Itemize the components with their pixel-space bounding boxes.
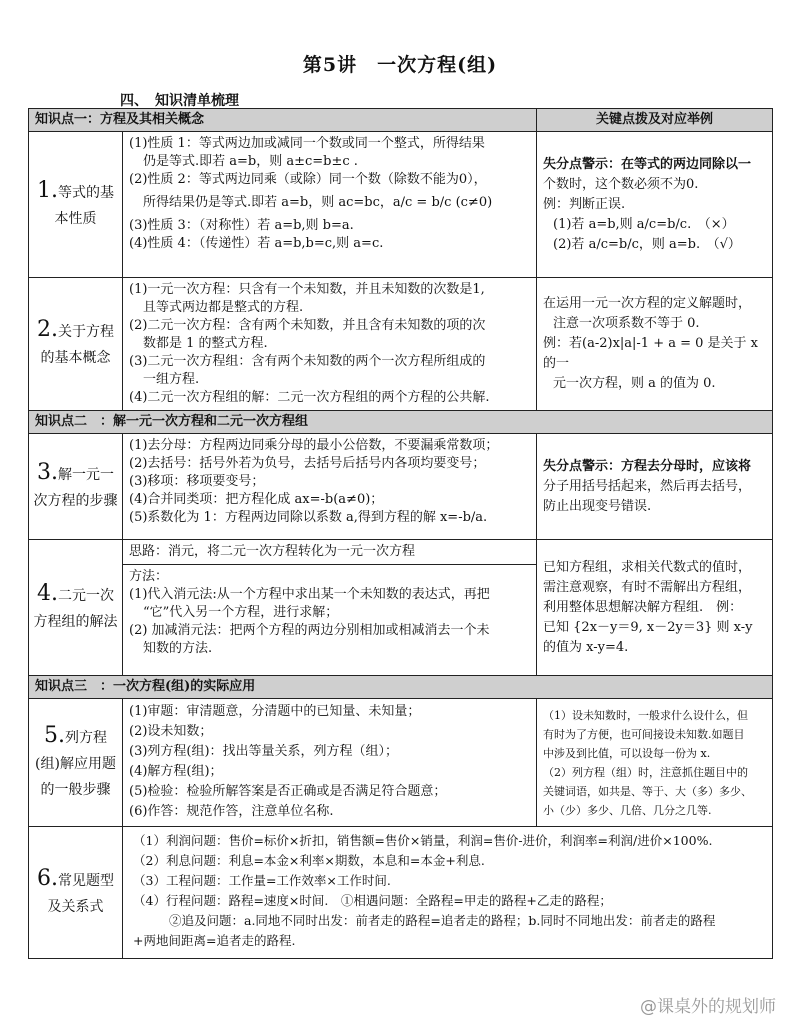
row-name: 3.解一元一次方程的步骤: [29, 434, 123, 540]
row-tip: （1）设未知数时，一般求什么设什么，但 有时为了方便，也可间接设未知数.如题目 中涉及到比值，可以设每一份为 x. （2）列方程（组）时，注意抓住题目中的 关键词语，如共是、等于、大（多）多少、 小（少）多少、几倍、几分之几等.: [537, 699, 773, 827]
table-row: [29, 434, 773, 540]
row-name: 6.常见题型及关系式: [29, 827, 123, 959]
row-name: 1.等式的基本性质: [29, 132, 123, 278]
row-name: 4.二元一次方程组的解法: [29, 540, 123, 676]
watermark: @课桌外的规划师: [640, 997, 776, 1017]
section-header-2-label: 知识点二 ：解一元一次方程和二元一次方程组: [29, 411, 773, 434]
section-header-3-label: 知识点三 ：一次方程(组)的实际应用: [29, 676, 773, 699]
row-content: (1)审题：审清题意，分清题中的已知量、未知量； (2)设未知数； (3)列方程(组)：找出等量关系，列方程（组）； (4)解方程(组)； (5)检验：检验所解答案是否正确或是否满足符合题意； (6)作答：规范作答，注意单位名称.: [123, 699, 537, 827]
row-content: 思路：消元，将二元一次方程转化为一元一次方程 方法： (1)代入消元法:从一个方程中求出某一个未知数的表达式，再把 “它”代入另一个方程，进行求解； (2) 加减消元法：把两个方程的两边分别相加或相减消去一个未 知数的方法.: [123, 540, 537, 676]
section-header-3: [29, 676, 773, 699]
knowledge-table: [28, 108, 773, 959]
row-content: (1)性质 1：等式两边加或减同一个数或同一个整式，所得结果 仍是等式.即若 a=b，则 a±c=b±c . (2)性质 2：等式两边同乘（或除）同一个数（除数不能为0）， 所得结果仍是等式.即若 a=b，则 ac=bc，a/c = b/c (c≠0) (3)性质 3：（对称性）若 a=b,则 b=a. (4)性质 4：（传递性）若 a=b,b=c,则 a=c.: [123, 132, 537, 278]
table-row: [29, 540, 773, 676]
row-content: (1)一元一次方程：只含有一个未知数，并且未知数的次数是1, 且等式两边都是整式的方程. (2)二元一次方程：含有两个未知数，并且含有未知数的项的次 数都是 1 的整式方程. (3)二元一次方程组：含有两个未知数的两个一次方程所组成的 一组方程. (4)二元一次方程组的解：二元一次方程组的两个方程的公共解.: [123, 278, 537, 411]
row-tip: 在运用一元一次方程的定义解题时， 注意一次项系数不等于 0. 例：若(a-2)x|a|-1 + a = 0 是关于 x 的一 元一次方程，则 a 的值为 0.: [537, 278, 773, 411]
row-content: （1）利润问题：售价=标价×折扣，销售额=售价×销量，利润=售价-进价，利润率=利润/进价×100%. （2）利息问题：利息=本金×利率×期数，本息和=本金+利息. （3）工程问题：工作量=工作效率×工作时间. （4）行程问题：路程=速度×时间. ①相遇问题：全路程=甲走的路程+乙走的路程； ②追及问题：a.同地不同时出发：前者走的路程=追者走的路程；b.同时不同地出发：前者走的路程 +两地间距离=追者走的路程.: [123, 827, 773, 959]
table-row: [29, 827, 773, 959]
table-row: [29, 132, 773, 278]
table-row: [29, 278, 773, 411]
row-tip: 已知方程组，求相关代数式的值时， 需注意观察，有时不需解出方程组， 利用整体思想解决解方程组. 例： 已知 {2x－y＝9, x－2y＝3} 则 x-y 的值为 x-y=4.: [537, 540, 773, 676]
table-row: [29, 699, 773, 827]
tips-column-header: 关键点拨及对应举例: [537, 109, 773, 132]
row-content: (1)去分母：方程两边同乘分母的最小公倍数，不要漏乘常数项； (2)去括号：括号外若为负号，去括号后括号内各项均要变号； (3)移项：移项要变号； (4)合并同类项：把方程化成 ax=-b(a≠0)； (5)系数化为 1：方程两边同除以系数 a,得到方程的解 x=-b/a.: [123, 434, 537, 540]
row-name: 2.关于方程的基本概念: [29, 278, 123, 411]
row-tip: 失分点警示：在等式的两边同除以一 个数时，这个数必须不为0. 例：判断正误. (1)若 a=b,则 a/c=b/c. （×） (2)若 a/c=b/c，则 a=b. （√）: [537, 132, 773, 278]
section-header-2: [29, 411, 773, 434]
row-tip: 失分点警示：方程去分母时，应该将 分子用括号括起来，然后再去括号， 防止出现变号错误.: [537, 434, 773, 540]
section-header-1: [29, 109, 773, 132]
page-title: 第5讲 一次方程(组): [302, 54, 498, 76]
section-header-1-label: 知识点一：方程及其相关概念: [29, 109, 537, 132]
row-name: 5.列方程(组)解应用题的一般步骤: [29, 699, 123, 827]
section-heading: 四、 知识清单梳理: [120, 93, 239, 109]
